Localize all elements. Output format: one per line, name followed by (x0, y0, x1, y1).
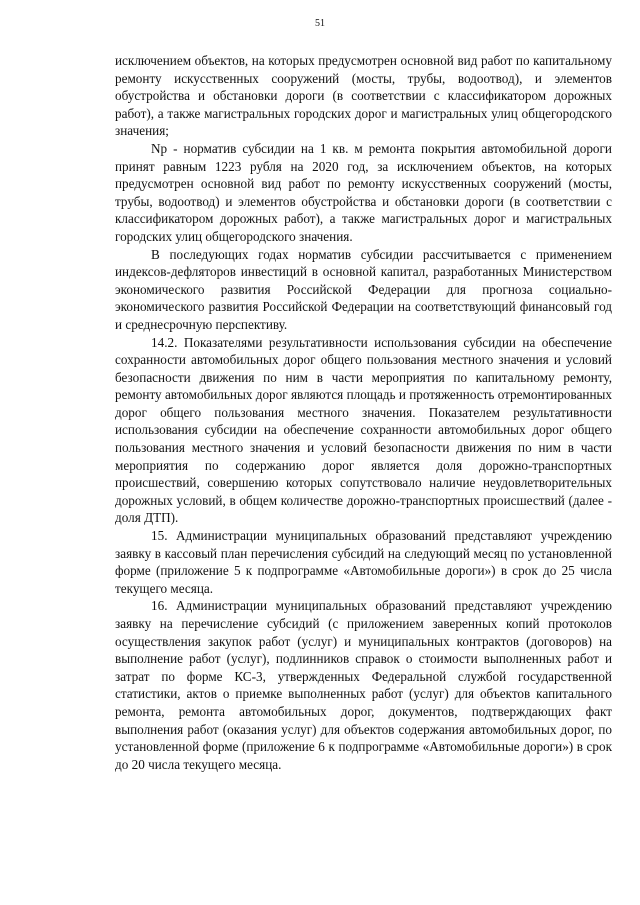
paragraph-16: 16. Администрации муниципальных образований представляют учреждению заявку на перечисление субсидий (с приложением заверенных копий протоколов осуществления закупок работ (услуг) и муниципальных контрактов (договоров) на выполнение работ (услуг), подлинников справок о стоимости выполненных работ и затрат по форме КС-3, утвержденных Федеральной службой государственной статистики, актов о приемке выполненных работ (услуг) для объектов капитального ремонта, ремонта автомобильных дорог, документов, подтверждающих факт выполнения работ (оказания услуг) для объектов содержания автомобильных дорог, по установленной форме (приложение 6 к подпрограмме «Автомобильные дороги») в срок до 20 числа текущего месяца. (115, 598, 612, 772)
document-body (115, 52, 612, 773)
paragraph-14-2: 14.2. Показателями результативности использования субсидии на обеспечение сохранности автомобильных дорог общего пользования местного значения и условий безопасности движения по ним в части мероприятия по капитальному ремонту, ремонту автомобильных дорог являются площадь и протяженность отремонтированных дорог общего пользования местного значения. Показателем результативности использования субсидии на обеспечение сохранности автомобильных дорог общего пользования местного значения и условий безопасности движения по ним в части мероприятия по содержанию дорог является доля дорожно-транспортных происшествий, совершению которых сопутствовало наличие неудовлетворительных дорожных условий, в общем количестве дорожно-транспортных происшествий (далее - доля ДТП). (115, 334, 612, 526)
paragraph-continuation: исключением объектов, на которых предусмотрен основной вид работ по капитальному ремонту искусственных сооружений (мосты, трубы, водоотвод), и элементов обустройства и обстановки дороги (в соответствии с классификатором дорожных работ), а также магистральных городских дорог и магистральных улиц общегородского значения; (115, 53, 612, 139)
paragraph-deflator-indexes: В последующих годах норматив субсидии рассчитывается с применением индексов-дефляторов инвестиций в основной капитал, разработанных Министерством экономического развития Российской Федерации для прогноза социально-экономического развития Российской Федерации на соответствующий финансовый год и среднесрочную перспективу. (115, 246, 612, 332)
paragraph-np-norm: Np - норматив субсидии на 1 кв. м ремонта покрытия автомобильной дороги принят равным 1223 рубля на 2020 год, за исключением объектов, на которых предусмотрен основной вид работ по ремонту искусственных сооружений (мосты, трубы, водоотвод) и элементов обустройства и обстановки дороги (в соответствии с классификатором дорожных работ), а также магистральных дорог и магистральных городских улиц общегородского значения. (115, 140, 612, 244)
page-number: 51 (315, 18, 325, 29)
paragraph-15: 15. Администрации муниципальных образований представляют учреждению заявку в кассовый план перечисления субсидий на следующий месяц по установленной форме (приложение 5 к подпрограмме «Автомобильные дороги») в срок до 25 числа текущего месяца. (115, 528, 612, 596)
